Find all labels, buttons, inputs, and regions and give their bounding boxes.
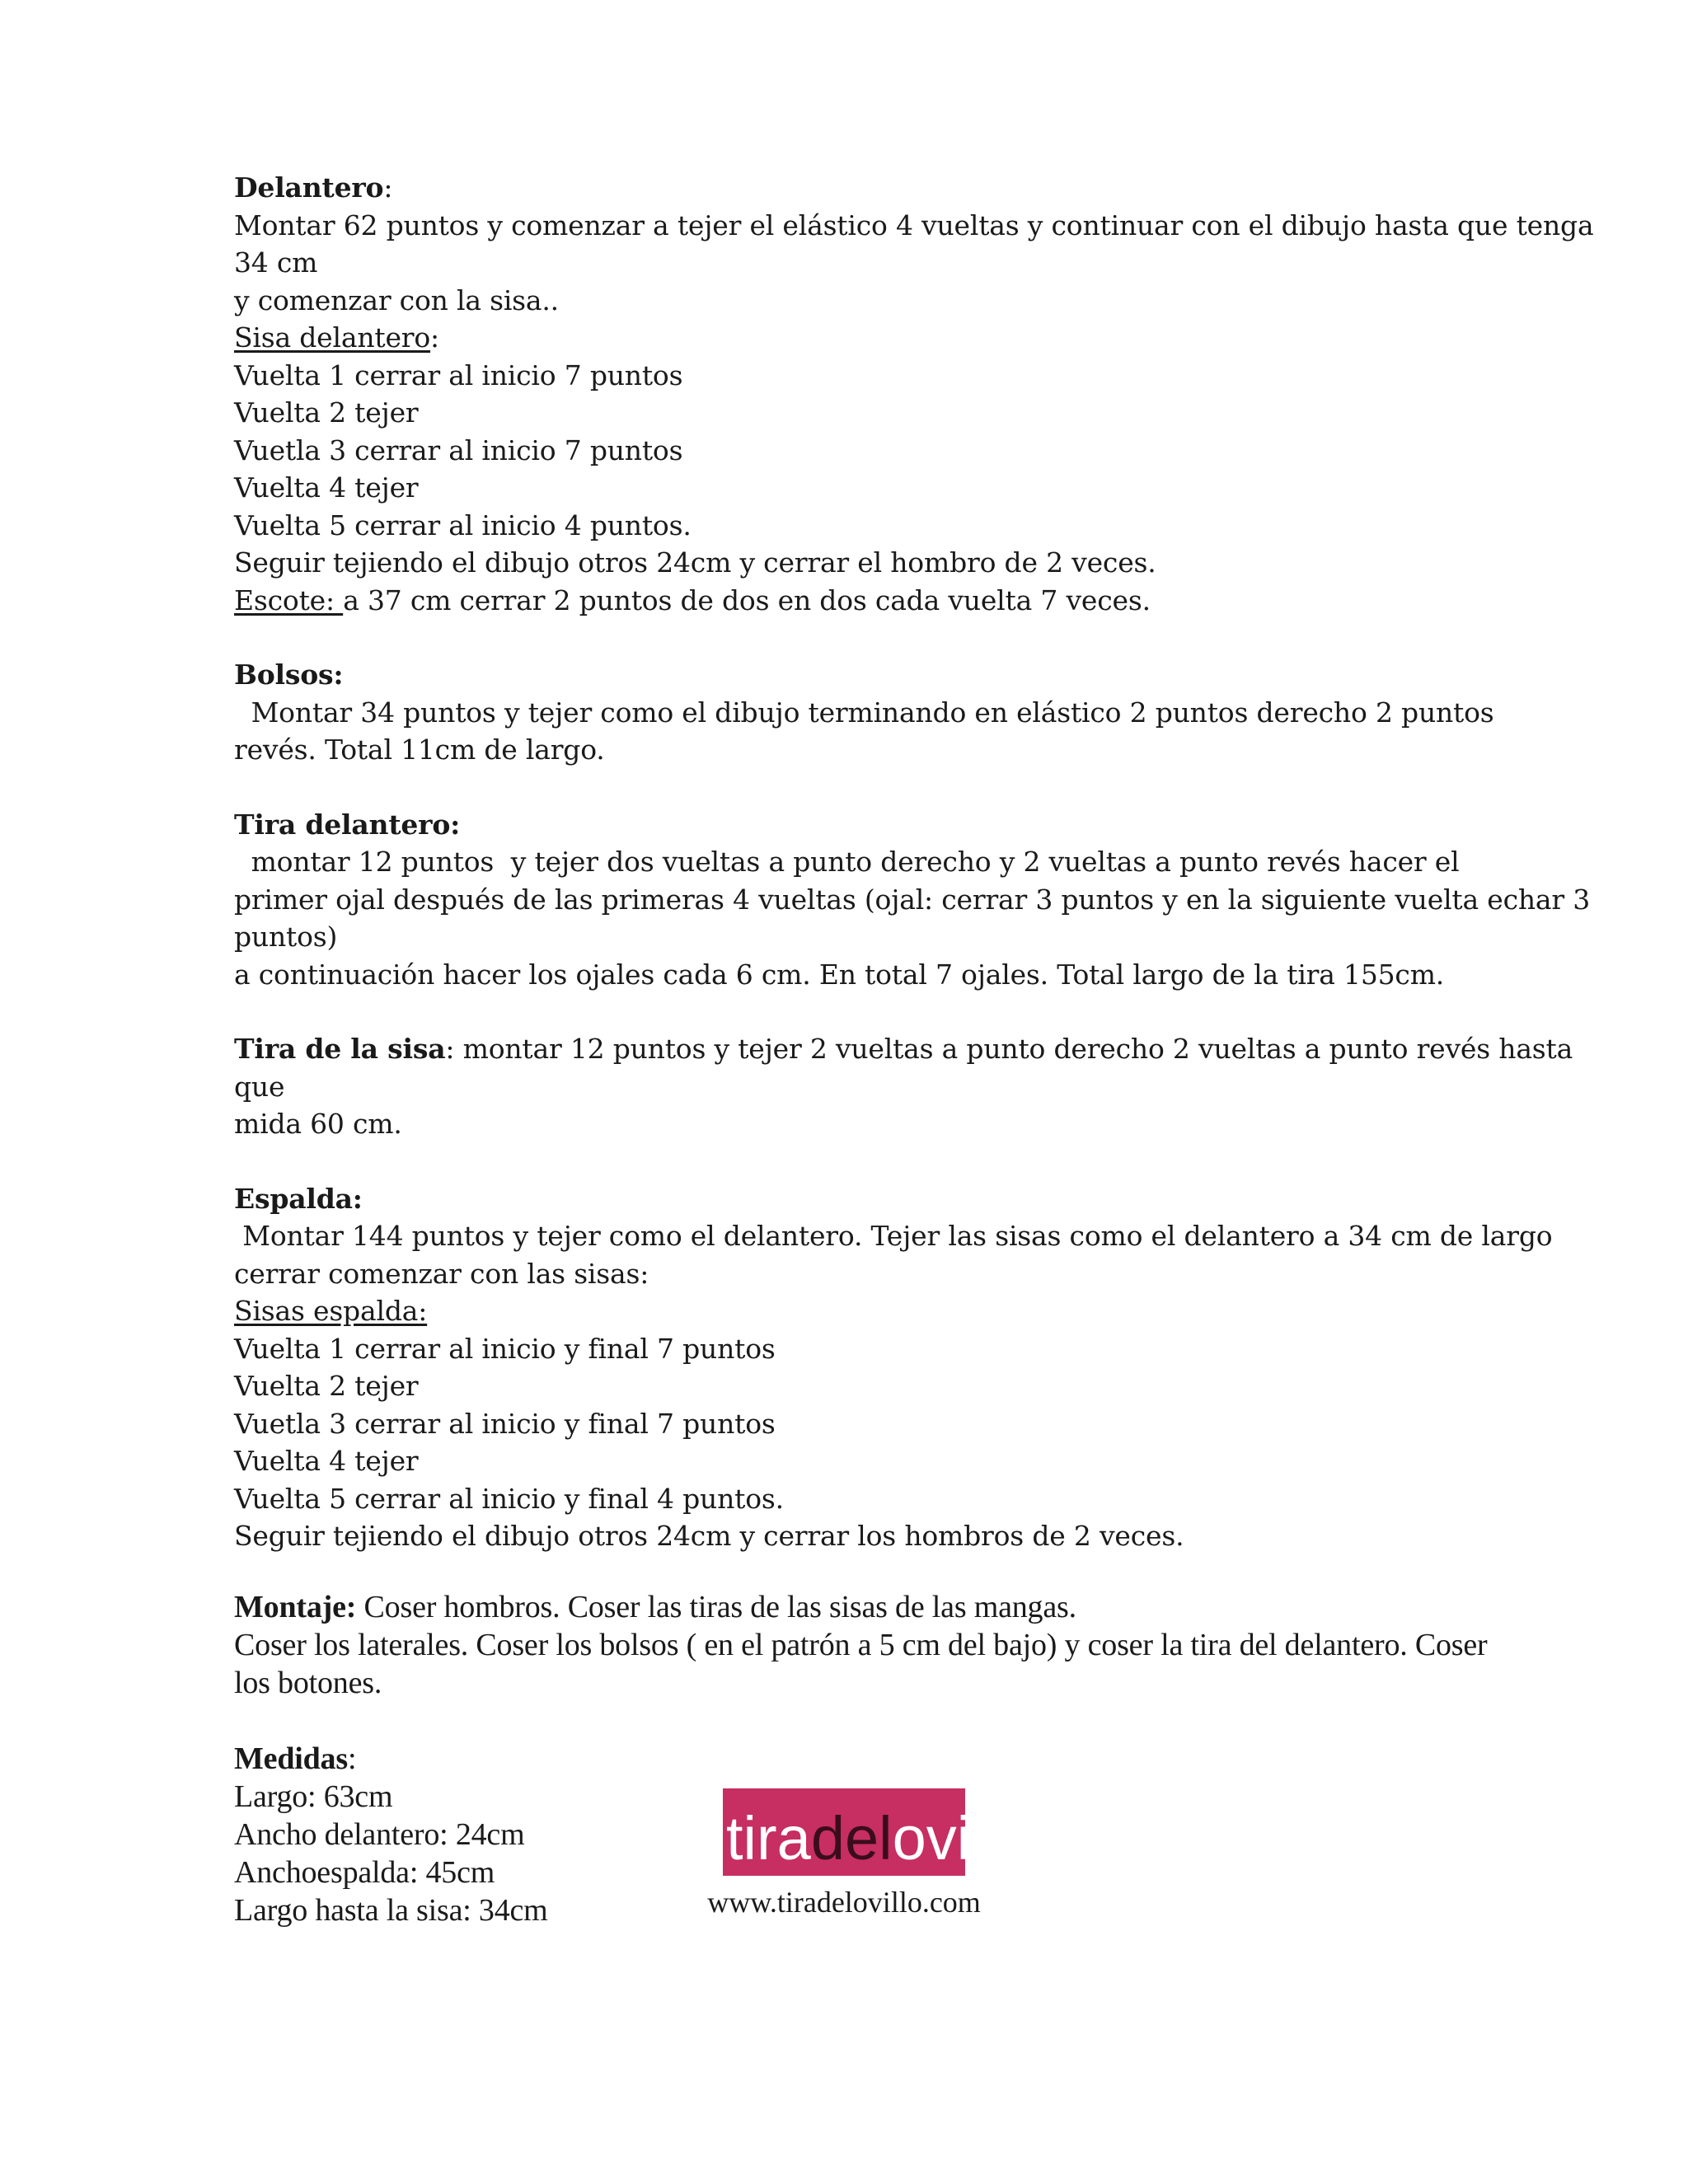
bolsos-label: Bolsos: (234, 658, 344, 691)
espalda-row: Seguir tejiendo el dibujo otros 24cm y cerrar los hombros de 2 veces. (234, 1520, 1184, 1552)
tira-sisa-line-1 (234, 1030, 1602, 1105)
tira-delantero-line-3: a continuación hacer los ojales cada 6 cm. En total 7 ojales. Total largo de la tira 155cm. (234, 958, 1445, 991)
tiradelovillo-logo (723, 1788, 1032, 1876)
espalda-label: Espalda: (234, 1182, 363, 1215)
delantero-heading: Delantero (234, 171, 384, 204)
tira-delantero-line-2: primer ojal después de las primeras 4 vueltas (ojal: cerrar 3 puntos y en la siguiente vuelta echar 3 puntos) (234, 883, 1591, 953)
escote-line (234, 582, 1602, 620)
logo-text-b: del (810, 1804, 893, 1872)
website-url[interactable]: www.tiradelovillo.com (707, 1886, 981, 1919)
espalda-row: Vuelta 4 tejer (234, 1445, 419, 1477)
document-body (234, 169, 1602, 1929)
sisa-delantero-colon: : (430, 321, 439, 354)
espalda-row: Vuetla 3 cerrar al inicio y final 7 puntos (234, 1407, 776, 1440)
medidas-item: Ancho delantero: 24cm (234, 1816, 525, 1852)
logo-wordmark (723, 1788, 1032, 1876)
footer (0, 1788, 1688, 1919)
delantero-row: Seguir tejiendo el dibujo otros 24cm y cerrar el hombro de 2 veces. (234, 546, 1156, 579)
tira-delantero-text: montar 12 puntos y tejer dos vueltas a punto derecho y 2 vueltas a punto revés hacer el (234, 846, 1460, 878)
escote-label: Escote: (234, 583, 344, 616)
tira-sisa-text: : montar 12 puntos y tejer 2 vueltas a punto derecho 2 vueltas a punto revés hasta que (234, 1033, 1573, 1103)
logo-text-a: tira (726, 1804, 811, 1872)
delantero-row: Vuelta 5 cerrar al inicio 4 puntos. (234, 509, 692, 541)
espalda-line-2: cerrar comenzar con las sisas: (234, 1257, 649, 1290)
tira-sisa-label: Tira de la sisa (234, 1033, 446, 1065)
sisa-delantero-heading-line (234, 319, 1602, 357)
delantero-row: Vuetla 3 cerrar al inicio 7 puntos (234, 434, 683, 466)
delantero-row: Vuelta 1 cerrar al inicio 7 puntos (234, 359, 683, 391)
tira-sisa-line-2: mida 60 cm. (234, 1108, 402, 1140)
medidas-heading-line (234, 1740, 1602, 1778)
medidas-label: Medidas (234, 1741, 348, 1776)
montaje-line-2: Coser los laterales. Coser los bolsos ( en el patrón a 5 cm del bajo) y coser la tira del delantero. Coser (234, 1627, 1488, 1662)
espalda-row: Vuelta 5 cerrar al inicio y final 4 puntos. (234, 1482, 784, 1515)
montaje-text: Coser hombros. Coser las tiras de las sisas de las mangas. (356, 1589, 1076, 1624)
delantero-row: Vuelta 2 tejer (234, 396, 419, 429)
bolsos-line-1 (234, 656, 1602, 731)
delantero-heading-line (234, 169, 1602, 207)
bolsos-text: Montar 34 puntos y tejer como el dibujo terminando en elástico 2 puntos derecho 2 puntos (234, 696, 1494, 729)
espalda-text: Montar 144 puntos y tejer como el delantero. Tejer las sisas como el delantero a 34 cm de largo (234, 1220, 1553, 1252)
delantero-row: Vuelta 4 tejer (234, 471, 419, 504)
montaje-label: Montaje: (234, 1589, 357, 1624)
logo-text-c: ovill (892, 1804, 998, 1872)
escote-text: a 37 cm cerrar 2 puntos de dos en dos cada vuelta 7 veces. (343, 583, 1151, 616)
espalda-row: Vuelta 1 cerrar al inicio y final 7 puntos (234, 1332, 776, 1365)
montaje-line-3: los botones. (234, 1665, 382, 1700)
delantero-line-2: y comenzar con la sisa.. (234, 284, 559, 316)
delantero-heading-colon: : (383, 171, 393, 204)
svg-text:tiradelovillo (726, 1804, 1031, 1872)
medidas-colon: : (347, 1741, 357, 1776)
logo-text-d: o (997, 1804, 1032, 1872)
tira-delantero-line-1 (234, 806, 1602, 881)
espalda-row: Vuelta 2 tejer (234, 1370, 419, 1402)
tira-delantero-label: Tira delantero: (234, 808, 461, 841)
espalda-line-1 (234, 1180, 1602, 1255)
sisas-espalda-heading-line (234, 1292, 1602, 1330)
bolsos-line-2: revés. Total 11cm de largo. (234, 733, 605, 766)
medidas-item: Largo: 63cm (234, 1779, 393, 1814)
medidas-item: Anchoespalda: 45cm (234, 1854, 495, 1890)
sisa-delantero-heading: Sisa delantero (234, 321, 431, 354)
sisas-espalda-heading: Sisas espalda: (234, 1295, 428, 1327)
montaje-line-1 (234, 1588, 1602, 1626)
medidas-item: Largo hasta la sisa: 34cm (234, 1892, 548, 1928)
delantero-line-1: Montar 62 puntos y comenzar a tejer el elástico 4 vueltas y continuar con el dibujo hasta que tenga 34 cm (234, 209, 1594, 279)
